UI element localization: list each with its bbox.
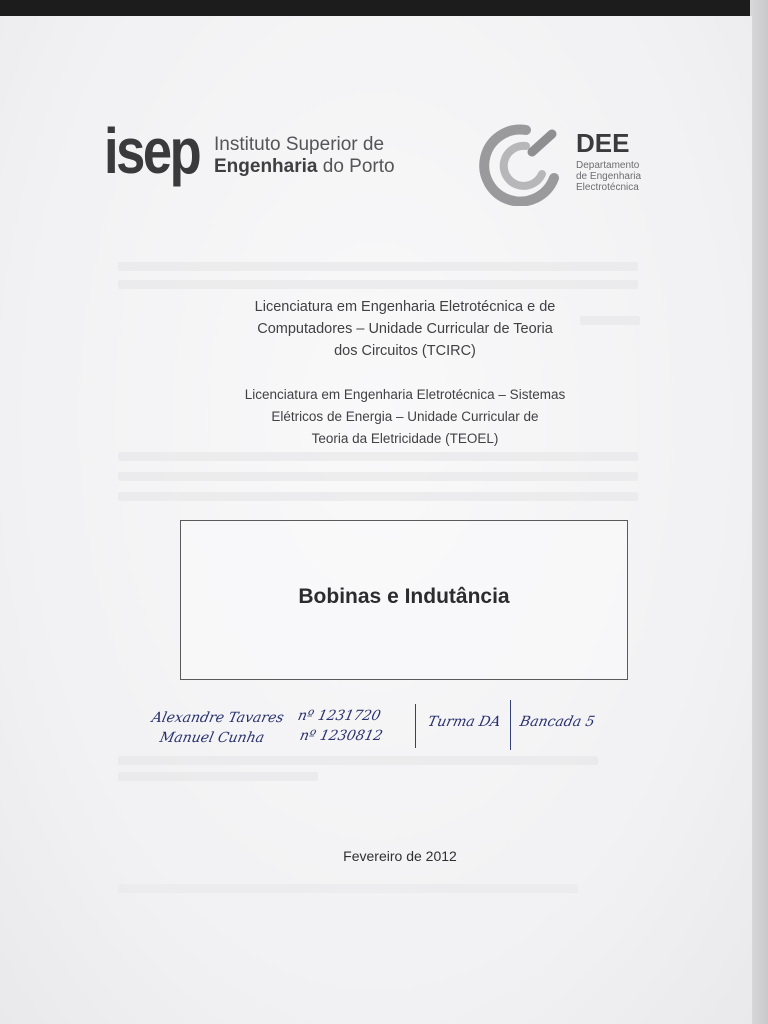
bleed-through-line [118,756,598,765]
handwritten-group: Bancada 5 [518,714,597,730]
dee-sub-line2: de Engenharia [576,171,642,182]
isep-logo [104,115,404,202]
isep-name-bold: Engenharia [214,156,318,177]
document-title: Bobinas e Indutância [298,585,510,608]
dee-sub-line3: Electrotécnica [576,182,639,193]
course-line: Elétricos de Energia – Unidade Curricular de [271,409,539,424]
isep-institution-name [214,134,395,178]
course-line: Licenciatura em Engenharia Eletrotécnica – Sistemas [244,387,566,402]
isep-logo-wordmark: isep [104,115,200,187]
course-tcirc [200,296,610,362]
bleed-through-line [118,492,638,501]
isep-name-rest: do Porto [317,156,395,177]
course-line: Teoria da Eletricidade (TEOEL) [311,431,499,446]
handwritten-separator [510,700,511,750]
isep-name-line2 [214,156,395,178]
course-line: Licenciatura em Engenharia Eletrotécnica e de [254,299,556,315]
handwritten-class: Turma DA [426,714,503,730]
handwritten-student2-name: Manuel Cunha [158,730,266,746]
bleed-through-line [118,472,638,481]
dee-logo [476,122,676,206]
course-line: Computadores – Unidade Curricular de Teoria [257,321,553,337]
scan-border-top [0,0,768,16]
bleed-through-line [118,280,638,289]
dee-department-name [576,160,676,193]
handwritten-separator [415,704,416,748]
dee-sub-line1: Departamento [576,160,640,171]
dee-logo-title: DEE [576,128,630,158]
bleed-through-line [118,262,638,271]
course-line: dos Circuitos (TCIRC) [334,343,476,359]
document-date: Fevereiro de 2012 [343,848,457,864]
bleed-through-line [118,884,578,893]
title-box [180,520,628,680]
bleed-through-line [118,772,318,781]
bleed-through-line [118,452,638,461]
course-teoel [200,384,610,450]
dee-emblem-icon [476,122,562,206]
isep-name-line1: Instituto Superior de [214,134,385,155]
handwritten-student2-number: nº 1230812 [298,728,385,744]
scan-border-right [750,0,768,1024]
handwritten-student1-name: Alexandre Tavares [150,710,286,726]
handwritten-student1-number: nº 1231720 [296,708,383,724]
